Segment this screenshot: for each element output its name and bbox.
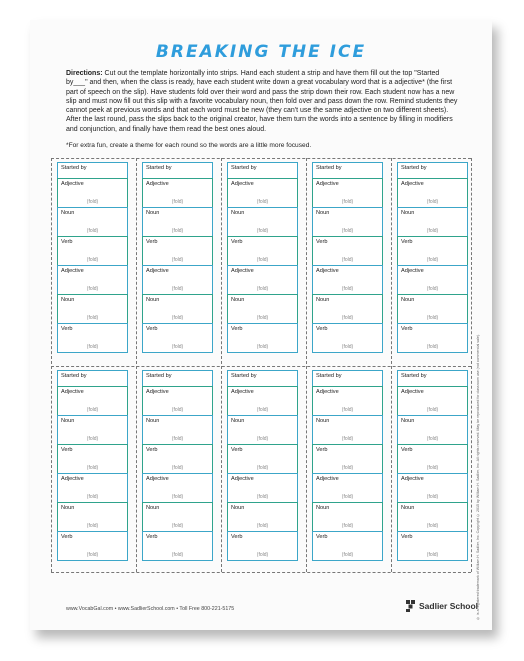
field-label: Noun <box>61 297 75 303</box>
field-label: Adjective <box>231 268 254 274</box>
cut-line-vertical <box>306 366 307 572</box>
fold-label: (fold) <box>341 407 354 413</box>
started-by-field[interactable] <box>312 370 383 387</box>
word-field[interactable] <box>397 502 468 532</box>
cut-line-vertical <box>51 158 52 364</box>
field-label: Noun <box>316 210 330 216</box>
cut-line-vertical <box>471 158 472 364</box>
field-label: Noun <box>146 418 160 424</box>
fold-label: (fold) <box>86 199 99 205</box>
field-label: Started by <box>146 373 172 379</box>
sadlier-logo <box>406 600 478 612</box>
field-label: Verb <box>401 239 413 245</box>
word-field[interactable] <box>397 265 468 295</box>
word-field[interactable] <box>397 386 468 416</box>
field-label: Adjective <box>316 181 339 187</box>
field-label: Adjective <box>146 389 169 395</box>
fold-label: (fold) <box>86 552 99 558</box>
word-field[interactable] <box>142 473 213 503</box>
fold-label: (fold) <box>341 494 354 500</box>
footer-links: www.VocabGal.com • www.SadlierSchool.com • Toll Free 800-221-5175 <box>66 606 235 612</box>
word-strip <box>312 162 383 362</box>
started-by-field[interactable] <box>57 162 128 179</box>
word-field[interactable] <box>397 207 468 237</box>
fold-label: (fold) <box>86 436 99 442</box>
fold-label: (fold) <box>426 523 439 529</box>
word-field[interactable] <box>57 207 128 237</box>
field-label: Verb <box>401 447 413 453</box>
cut-line-vertical <box>306 158 307 364</box>
copyright-side-note: ® is a registered trademark of William H. Sadlier, Inc. Copyright © 2015 by William H. Sadlier, Inc. All rights reserved. May be reproduced for classroom use (not commercial sale). <box>476 333 480 620</box>
fold-label: (fold) <box>256 407 269 413</box>
strip-block <box>51 366 471 572</box>
word-field[interactable] <box>397 473 468 503</box>
fold-label: (fold) <box>341 344 354 350</box>
word-field[interactable] <box>57 531 128 561</box>
word-field[interactable] <box>312 415 383 445</box>
fold-label: (fold) <box>86 523 99 529</box>
directions-label: Directions: <box>66 70 103 77</box>
fold-label: (fold) <box>171 315 184 321</box>
fold-label: (fold) <box>426 199 439 205</box>
cut-line-vertical <box>471 366 472 572</box>
fold-label: (fold) <box>426 344 439 350</box>
fold-label: (fold) <box>171 199 184 205</box>
field-label: Verb <box>231 534 243 540</box>
started-by-field[interactable] <box>397 370 468 387</box>
word-field[interactable] <box>397 323 468 353</box>
fold-label: (fold) <box>426 257 439 263</box>
field-label: Noun <box>61 418 75 424</box>
word-field[interactable] <box>312 473 383 503</box>
field-label: Noun <box>146 210 160 216</box>
field-label: Noun <box>231 418 245 424</box>
word-strip <box>227 370 298 570</box>
extra-fun-note: *For extra fun, create a theme for each round so the words are a little more focused. <box>66 142 312 149</box>
fold-label: (fold) <box>86 465 99 471</box>
started-by-field[interactable] <box>142 370 213 387</box>
fold-label: (fold) <box>426 436 439 442</box>
word-field[interactable] <box>312 531 383 561</box>
field-label: Adjective <box>231 389 254 395</box>
field-label: Started by <box>61 373 87 379</box>
fold-label: (fold) <box>341 286 354 292</box>
fold-label: (fold) <box>426 494 439 500</box>
word-field[interactable] <box>57 415 128 445</box>
word-strip <box>142 162 213 362</box>
fold-label: (fold) <box>256 465 269 471</box>
fold-label: (fold) <box>86 257 99 263</box>
word-field[interactable] <box>227 531 298 561</box>
word-field[interactable] <box>57 444 128 474</box>
word-strip <box>57 370 128 570</box>
word-field[interactable] <box>142 444 213 474</box>
fold-label: (fold) <box>341 552 354 558</box>
fold-label: (fold) <box>256 286 269 292</box>
field-label: Verb <box>146 447 158 453</box>
field-label: Started by <box>231 165 257 171</box>
field-label: Verb <box>61 239 73 245</box>
sadlier-mark-icon <box>406 600 416 612</box>
field-label: Adjective <box>61 181 84 187</box>
field-label: Adjective <box>61 268 84 274</box>
started-by-field[interactable] <box>142 162 213 179</box>
word-field[interactable] <box>227 323 298 353</box>
field-label: Verb <box>316 326 328 332</box>
word-field[interactable] <box>57 386 128 416</box>
field-label: Noun <box>61 505 75 511</box>
word-field[interactable] <box>142 178 213 208</box>
field-label: Noun <box>61 210 75 216</box>
directions-body: Cut out the template horizontally into strips. Hand each student a strip and have them fill out the top "Started by___" and then, when the class is ready, have each student write down a great vocabulary word that is a adjective* (the first part of speech on the slip). Have students fold over their word and pass the strip down their row. Each student now has a new slip and must now fill out this slip with a favorite vocabulary noun, then fold over and pass down the row. Remind students they cannot peek at previous words and that each word must be new (they can't use the same adjective on two different sheets). After the last round, pass the slips back to the original creator, have them turn the words into a sentence by filling in modifiers and conjunction, and finally have them read the best ones aloud. <box>66 70 458 133</box>
fold-label: (fold) <box>171 436 184 442</box>
field-label: Verb <box>61 326 73 332</box>
word-strip <box>227 162 298 362</box>
field-label: Verb <box>401 534 413 540</box>
fold-label: (fold) <box>86 494 99 500</box>
fold-label: (fold) <box>256 344 269 350</box>
word-field[interactable] <box>57 236 128 266</box>
fold-label: (fold) <box>171 344 184 350</box>
field-label: Verb <box>146 534 158 540</box>
field-label: Started by <box>401 165 427 171</box>
word-field[interactable] <box>57 502 128 532</box>
directions-text <box>66 69 458 134</box>
fold-label: (fold) <box>426 552 439 558</box>
fold-label: (fold) <box>341 228 354 234</box>
field-label: Noun <box>146 505 160 511</box>
fold-label: (fold) <box>256 199 269 205</box>
field-label: Adjective <box>401 268 424 274</box>
word-field[interactable] <box>312 323 383 353</box>
word-field[interactable] <box>397 294 468 324</box>
field-label: Verb <box>401 326 413 332</box>
field-label: Noun <box>401 297 415 303</box>
word-field[interactable] <box>57 178 128 208</box>
word-field[interactable] <box>312 386 383 416</box>
field-label: Verb <box>316 239 328 245</box>
field-label: Adjective <box>316 268 339 274</box>
fold-label: (fold) <box>426 286 439 292</box>
field-label: Noun <box>316 297 330 303</box>
word-field[interactable] <box>227 473 298 503</box>
fold-label: (fold) <box>426 228 439 234</box>
field-label: Verb <box>146 326 158 332</box>
cut-line <box>51 572 471 573</box>
field-label: Noun <box>401 505 415 511</box>
word-field[interactable] <box>142 386 213 416</box>
word-field[interactable] <box>227 502 298 532</box>
field-label: Adjective <box>401 389 424 395</box>
cut-line-vertical <box>221 366 222 572</box>
cut-line-vertical <box>136 158 137 364</box>
fold-label: (fold) <box>171 552 184 558</box>
fold-label: (fold) <box>256 315 269 321</box>
word-strip <box>57 162 128 362</box>
word-field[interactable] <box>57 265 128 295</box>
field-label: Adjective <box>316 476 339 482</box>
word-field[interactable] <box>142 236 213 266</box>
word-field[interactable] <box>312 207 383 237</box>
started-by-field[interactable] <box>397 162 468 179</box>
field-label: Adjective <box>401 476 424 482</box>
field-label: Started by <box>401 373 427 379</box>
word-field[interactable] <box>312 294 383 324</box>
sadlier-brand-text: Sadlier School <box>419 601 479 611</box>
word-field[interactable] <box>312 444 383 474</box>
cut-line-vertical <box>136 366 137 572</box>
word-field[interactable] <box>227 415 298 445</box>
fold-label: (fold) <box>256 523 269 529</box>
field-label: Started by <box>316 165 342 171</box>
field-label: Started by <box>231 373 257 379</box>
worksheet-page <box>30 20 492 630</box>
cut-line-vertical <box>391 366 392 572</box>
field-label: Adjective <box>146 181 169 187</box>
field-label: Noun <box>231 210 245 216</box>
page-title: BREAKING THE ICE <box>155 42 367 62</box>
fold-label: (fold) <box>86 286 99 292</box>
field-label: Adjective <box>316 389 339 395</box>
field-label: Noun <box>231 505 245 511</box>
word-field[interactable] <box>142 415 213 445</box>
word-strip <box>312 370 383 570</box>
word-field[interactable] <box>227 207 298 237</box>
field-label: Verb <box>231 326 243 332</box>
field-label: Verb <box>231 239 243 245</box>
word-field[interactable] <box>312 502 383 532</box>
word-strip <box>397 370 468 570</box>
field-label: Started by <box>146 165 172 171</box>
fold-label: (fold) <box>171 407 184 413</box>
field-label: Adjective <box>61 389 84 395</box>
fold-label: (fold) <box>426 315 439 321</box>
field-label: Verb <box>316 447 328 453</box>
fold-label: (fold) <box>171 494 184 500</box>
fold-label: (fold) <box>86 407 99 413</box>
started-by-field[interactable] <box>57 370 128 387</box>
fold-label: (fold) <box>86 228 99 234</box>
word-field[interactable] <box>227 386 298 416</box>
strip-block <box>51 158 471 364</box>
field-label: Verb <box>316 534 328 540</box>
field-label: Verb <box>146 239 158 245</box>
word-field[interactable] <box>57 473 128 503</box>
field-label: Adjective <box>61 476 84 482</box>
field-label: Noun <box>316 418 330 424</box>
word-strip <box>397 162 468 362</box>
field-label: Noun <box>401 210 415 216</box>
word-field[interactable] <box>397 236 468 266</box>
word-field[interactable] <box>142 294 213 324</box>
field-label: Started by <box>316 373 342 379</box>
field-label: Started by <box>61 165 87 171</box>
word-field[interactable] <box>397 444 468 474</box>
word-field[interactable] <box>227 236 298 266</box>
fold-label: (fold) <box>171 257 184 263</box>
fold-label: (fold) <box>171 523 184 529</box>
field-label: Adjective <box>401 181 424 187</box>
word-field[interactable] <box>227 178 298 208</box>
fold-label: (fold) <box>171 465 184 471</box>
fold-label: (fold) <box>256 228 269 234</box>
started-by-field[interactable] <box>227 370 298 387</box>
field-label: Verb <box>61 534 73 540</box>
cut-line-vertical <box>221 158 222 364</box>
fold-label: (fold) <box>341 523 354 529</box>
word-field[interactable] <box>142 207 213 237</box>
fold-label: (fold) <box>171 286 184 292</box>
word-field[interactable] <box>397 415 468 445</box>
word-field[interactable] <box>312 236 383 266</box>
started-by-field[interactable] <box>312 162 383 179</box>
fold-label: (fold) <box>86 315 99 321</box>
word-field[interactable] <box>312 265 383 295</box>
cut-line-vertical <box>51 366 52 572</box>
word-field[interactable] <box>142 265 213 295</box>
word-field[interactable] <box>142 531 213 561</box>
word-strip <box>142 370 213 570</box>
cut-line-vertical <box>391 158 392 364</box>
word-field[interactable] <box>397 178 468 208</box>
fold-label: (fold) <box>256 552 269 558</box>
fold-label: (fold) <box>256 436 269 442</box>
fold-label: (fold) <box>86 344 99 350</box>
field-label: Verb <box>61 447 73 453</box>
word-field[interactable] <box>227 265 298 295</box>
word-field[interactable] <box>57 294 128 324</box>
fold-label: (fold) <box>341 199 354 205</box>
fold-label: (fold) <box>426 407 439 413</box>
field-label: Verb <box>231 447 243 453</box>
fold-label: (fold) <box>341 465 354 471</box>
word-field[interactable] <box>227 444 298 474</box>
fold-label: (fold) <box>171 228 184 234</box>
field-label: Adjective <box>146 476 169 482</box>
field-label: Noun <box>316 505 330 511</box>
word-field[interactable] <box>227 294 298 324</box>
fold-label: (fold) <box>341 436 354 442</box>
fold-label: (fold) <box>256 494 269 500</box>
field-label: Noun <box>231 297 245 303</box>
word-field[interactable] <box>142 502 213 532</box>
field-label: Adjective <box>146 268 169 274</box>
field-label: Noun <box>146 297 160 303</box>
field-label: Adjective <box>231 181 254 187</box>
word-field[interactable] <box>397 531 468 561</box>
field-label: Noun <box>401 418 415 424</box>
word-field[interactable] <box>142 323 213 353</box>
word-field[interactable] <box>312 178 383 208</box>
fold-label: (fold) <box>256 257 269 263</box>
field-label: Adjective <box>231 476 254 482</box>
fold-label: (fold) <box>341 315 354 321</box>
fold-label: (fold) <box>341 257 354 263</box>
fold-label: (fold) <box>426 465 439 471</box>
word-field[interactable] <box>57 323 128 353</box>
started-by-field[interactable] <box>227 162 298 179</box>
